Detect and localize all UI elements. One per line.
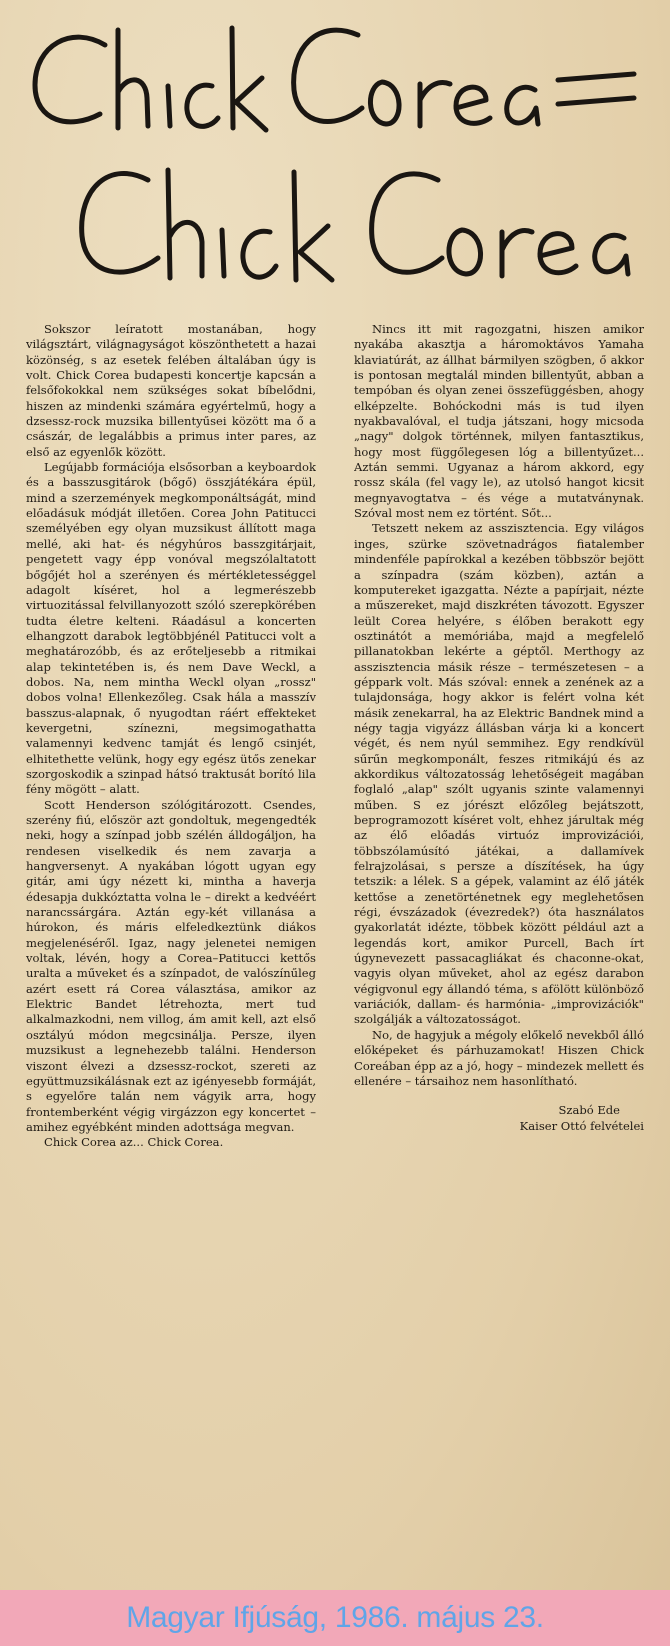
paragraph: Legújabb formációja elsősorban a keyboardok és a basszusgitárok (bőgő) összjátékára épül, mind a szerzemények megkomponáltságát, mind előadásuk módját illetően. Corea John Patitucci személyében egy olyan muzsikust állított maga mellé, aki hat- és négyhúros basszgitárjait, pengetett vagy épp vonóval megszólaltatott bőgőjét hol a szerényen és mértékletességgel adagolt kíséret, hol a legmerészebb virtuozitással felvillanyozott szóló szerepkörében tudta életre kelteni. Ráadásul a koncerten elhangzott darabok legtöbbjénél Patitucci volt a meghatározóbb, és az erőteljesebb a ritmikai alap tekintetében is, és nem Dave Weckl, a dobos. Na, nem mintha Weckl olyan „rossz" dobos volna! Ellenkezőleg. Csak hála a masszív basszus-alapnak, ő nyugodtan ráért effekteket kevergetni, színezni, megsimogathatta valamennyi kedvenc tamját és lengő csinjét, elhitethette velünk, hogy egy egész ütős zenekar szorgoskodik a szinpad hátsó traktusát borító lila fény mögött – alatt. bbox=[26, 460, 316, 797]
photo-credit: Kaiser Ottó felvételei bbox=[519, 1118, 644, 1133]
column-left bbox=[26, 322, 316, 1590]
paragraph: Sokszor leíratott mostanában, hogy világsztárt, világnagyságot köszönthetett a hazai közönség, s az esetek felében általában úgy is volt. Chick Corea budapesti koncertje kapcsán a felsőfokokkal nem szükséges sokat bíbelődni, hiszen az mindenki számára egyértelmű, hogy a dzsessz-rock muzsika billentyűsei között ma ő a császár, de legalábbis a primus inter pares, az első az egyenlők között. bbox=[26, 322, 316, 459]
paragraph: No, de hagyjuk a mégoly előkelő nevekből álló előképeket és párhuzamokat! Hiszen Chick Coreában épp az a jó, hogy – mindezek mellett és ellenére – társaihoz nem hasonlítható. bbox=[354, 1027, 644, 1088]
article-body bbox=[26, 322, 644, 1590]
paragraph: Scott Henderson szólógitározott. Csendes, szerény fiú, először azt gondoltuk, megengedték neki, hogy a színpad jobb szélén álldogáljon, ha rendesen viselkedik és nem zavarja a hangversenyt. A nyakában lógott ugyan egy gitár, ami úgy nézett ki, mintha a haverja édesapja dukkóztatta volna le – direkt a kedvéért narancssárgára. Aztán egy-két villanása a húrokon, és máris elfeledkeztünk diákos megjelenéséről. Igaz, nagy jelenetei nemigen voltak, lévén, hogy a Corea–Patitucci kettős uralta a műveket és a színpadot, de valószínűleg azért esett rá Corea választása, amikor az Elektric Bandet létrehozta, mert tud alkalmazkodni, nem villog, ám amit kell, azt első osztályú módon megcsinálja. Persze, ilyen muzsikust a legnehezebb találni. Henderson viszont élvezi a dzsessz-rockot, szereti az együttmuzsikálásnak ezt az igényesebb formáját, s egyelőre talán nem vágyik arra, hogy frontemberként végig virgázzon egy koncertet – amihez egyébként minden adottsága megvan. bbox=[26, 797, 316, 1134]
source-caption bbox=[0, 1590, 670, 1646]
headline bbox=[0, 0, 670, 312]
paragraph: Nincs itt mit ragozgatni, hiszen amikor nyakába akasztja a háromoktávos Yamaha klaviatúrát, az állhat bármilyen szögben, ő akkor is pontosan megtalál minden billentyűt, abban a tempóban és olyan zenei összefüggésben, ahogy elképzelte. Bohóckodni más is tud ilyen nyakbavalóval, el tudja játszani, hogy micsoda „nagy" dolgok történnek, milyen fantasztikus, hogy most függőlegesen lóg a billentyűzet... Aztán semmi. Ugyanaz a három akkord, egy rossz skála (fel vagy le), az utolsó hangot kicsit megnyavogtatva – és vége a mutatványnak. Szóval most nem ez történt. Sőt... bbox=[354, 322, 644, 521]
signature-block bbox=[354, 1103, 644, 1134]
handwritten-title bbox=[0, 0, 670, 312]
column-right bbox=[354, 322, 644, 1590]
source-caption-text: Magyar Ifjúság, 1986. május 23. bbox=[126, 1601, 544, 1634]
author-name: Szabó Ede bbox=[558, 1103, 620, 1118]
paragraph: Tetszett nekem az asszisztencia. Egy világos inges, szürke szövetnadrágos fiatalember mindenféle papírokkal a kezében többször bejött a színpadra (szám közben), aztán a komputereket igazgatta. Nézte a papírjait, nézte a műszereket, majd diszkréten távozott. Egyszer leült Corea helyére, s élőben berakott egy osztinátót a memóriába, majd a megfelelő pillanatokban lekérte a géptől. Merthogy az asszisztencia másik része – természetesen – a géppark volt. Más szóval: ennek a zenének az a tulajdonsága, hogy akkor is felért volna két másik zenekarral, ha az Elektric Bandnek mind a négy tagja vigyázz állásban várja ki a koncert végét, és nem nyúl semmihez. Egy rendkívül sűrűn megkomponált, feszes ritmikájú és az akkordikus változatosság lehetőségeit magában foglaló „alap" szólt ugyanis szinte valamennyi műben. S ez jórészt előzőleg bejátszott, beprogramozott kíséret volt, ehhez járultak még az élő előadás virtuóz improvizációi, többszólamúsító játékai, a dallamívek felrajzolásai, s persze a díszítések, ha úgy tetszik: a lélek. S a gépek, valamint az élő játék kettőse a zenetörténetnek egy meglehetősen régi, évszázadok (évezredek?) óta használatos gyakorlatát idézte, többek között például azt a legendás kort, amikor Purcell, Bach írt úgynevezett passacagliákat és chaconne-okat, vagyis olyan műveket, ahol az egész darabon végigvonul egy állandó téma, s afölött különböző variációk, dallam- és harmónia- „improvizációk" szolgálják a változatosságot. bbox=[354, 521, 644, 1027]
paragraph: Chick Corea az... Chick Corea. bbox=[44, 1135, 224, 1150]
